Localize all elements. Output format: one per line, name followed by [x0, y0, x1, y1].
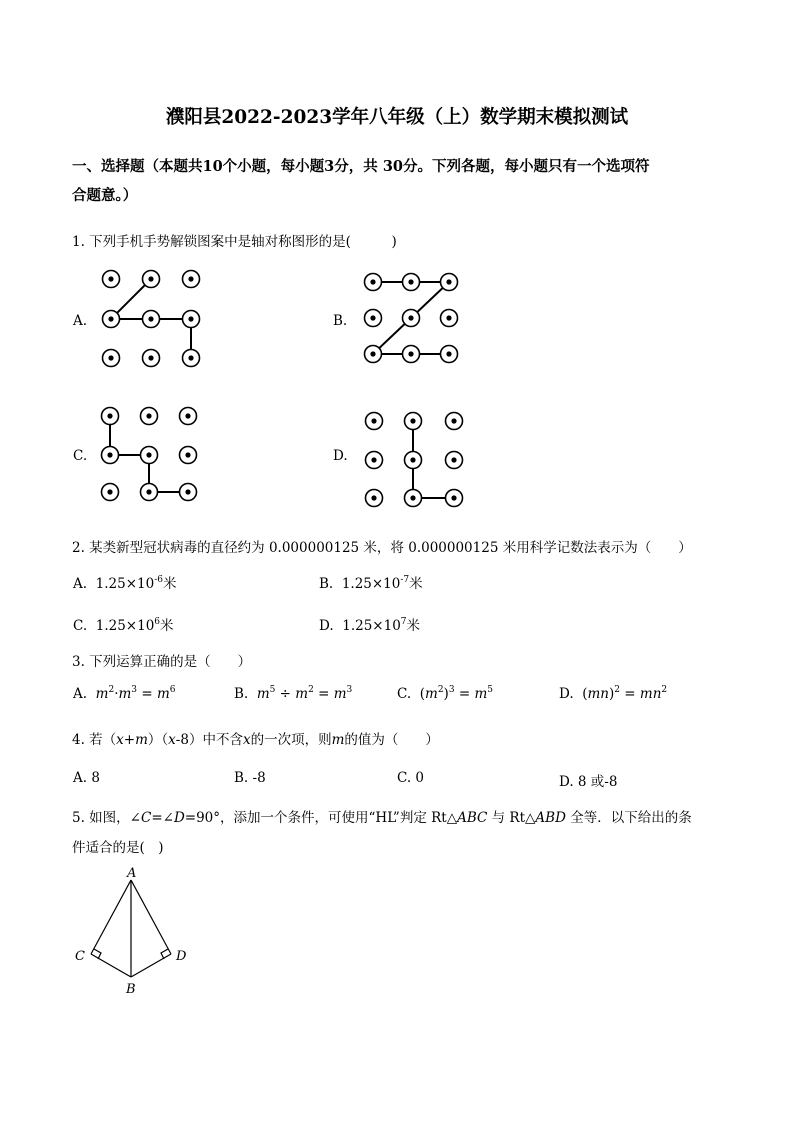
- q3-option-a: A. $m^2\cdot m^3 = m^6$: [73, 685, 176, 702]
- q1-option-d-label: D.: [333, 448, 348, 464]
- pattern-d: [366, 413, 463, 507]
- section-heading-line2: 合题意。）: [72, 187, 138, 204]
- q2-option-b: B. $1.25\times 10^{-7}$米: [319, 575, 423, 592]
- q3-option-d: D. $(mn)^2 = mn^2$: [559, 685, 668, 702]
- segment-db: [131, 954, 171, 977]
- question-4-text: 4. 若（x+m）（x-8）中不含x的一次项，则m的值为（ ）: [72, 732, 439, 748]
- pattern-b: [365, 274, 458, 363]
- q5-triangle-figure: [70, 865, 200, 1000]
- q4-option-a: A. 8: [73, 770, 100, 786]
- label-a: A: [127, 866, 137, 881]
- label-b: B: [126, 982, 136, 997]
- segment-cb: [91, 954, 131, 977]
- section-heading-line1: 一、选择题（本题共10个小题，每小题3分，共 30分。下列各题，每小题只有一个选项符: [72, 158, 650, 175]
- q1-option-a-label: A.: [73, 313, 88, 329]
- question-1-text: 1. 下列手机手势解锁图案中是轴对称图形的是( ): [72, 234, 397, 250]
- q4-option-c: C. 0: [397, 770, 425, 786]
- q4-option-b: B. -8: [234, 770, 266, 786]
- q3-option-b: B. $m^5 \div m^2 = m^3$: [234, 685, 353, 702]
- segment-ad: [131, 880, 171, 954]
- pattern-c: [102, 408, 197, 501]
- q4-option-d: D. 8 或-8: [559, 774, 618, 790]
- q2-option-a: A. $1.25\times 10^{-6}$米: [73, 575, 177, 592]
- q3-option-c: C. $(m^2)^3 = m^5$: [397, 685, 494, 702]
- pattern-a: [103, 271, 200, 367]
- page-title: 濮阳县2022-2023学年八年级（上）数学期末模拟测试: [165, 107, 629, 128]
- segment-ac: [91, 880, 131, 954]
- label-d: D: [176, 949, 187, 964]
- question-5-line1: 5. 如图，∠C=∠D=90°，添加一个条件，可使用“HL”判定 Rt△ABC 与 Rt△ABD 全等．以下给出的条: [72, 810, 692, 826]
- q2-option-c: C. $1.25\times 10^6$米: [73, 617, 174, 634]
- question-3-text: 3. 下列运算正确的是（ ）: [72, 654, 252, 670]
- question-2-text: 2. 某类新型冠状病毒的直径约为 0.000000125 米，将 0.000000125 米用科学记数法表示为（ ）: [72, 540, 692, 556]
- q2-option-d: D. $1.25\times 10^7$米: [319, 617, 421, 634]
- label-c: C: [75, 949, 85, 964]
- question-5-line2: 件适合的是( ): [72, 840, 164, 856]
- q1-option-c-label: C.: [73, 448, 88, 464]
- q1-option-b-label: B.: [333, 313, 348, 329]
